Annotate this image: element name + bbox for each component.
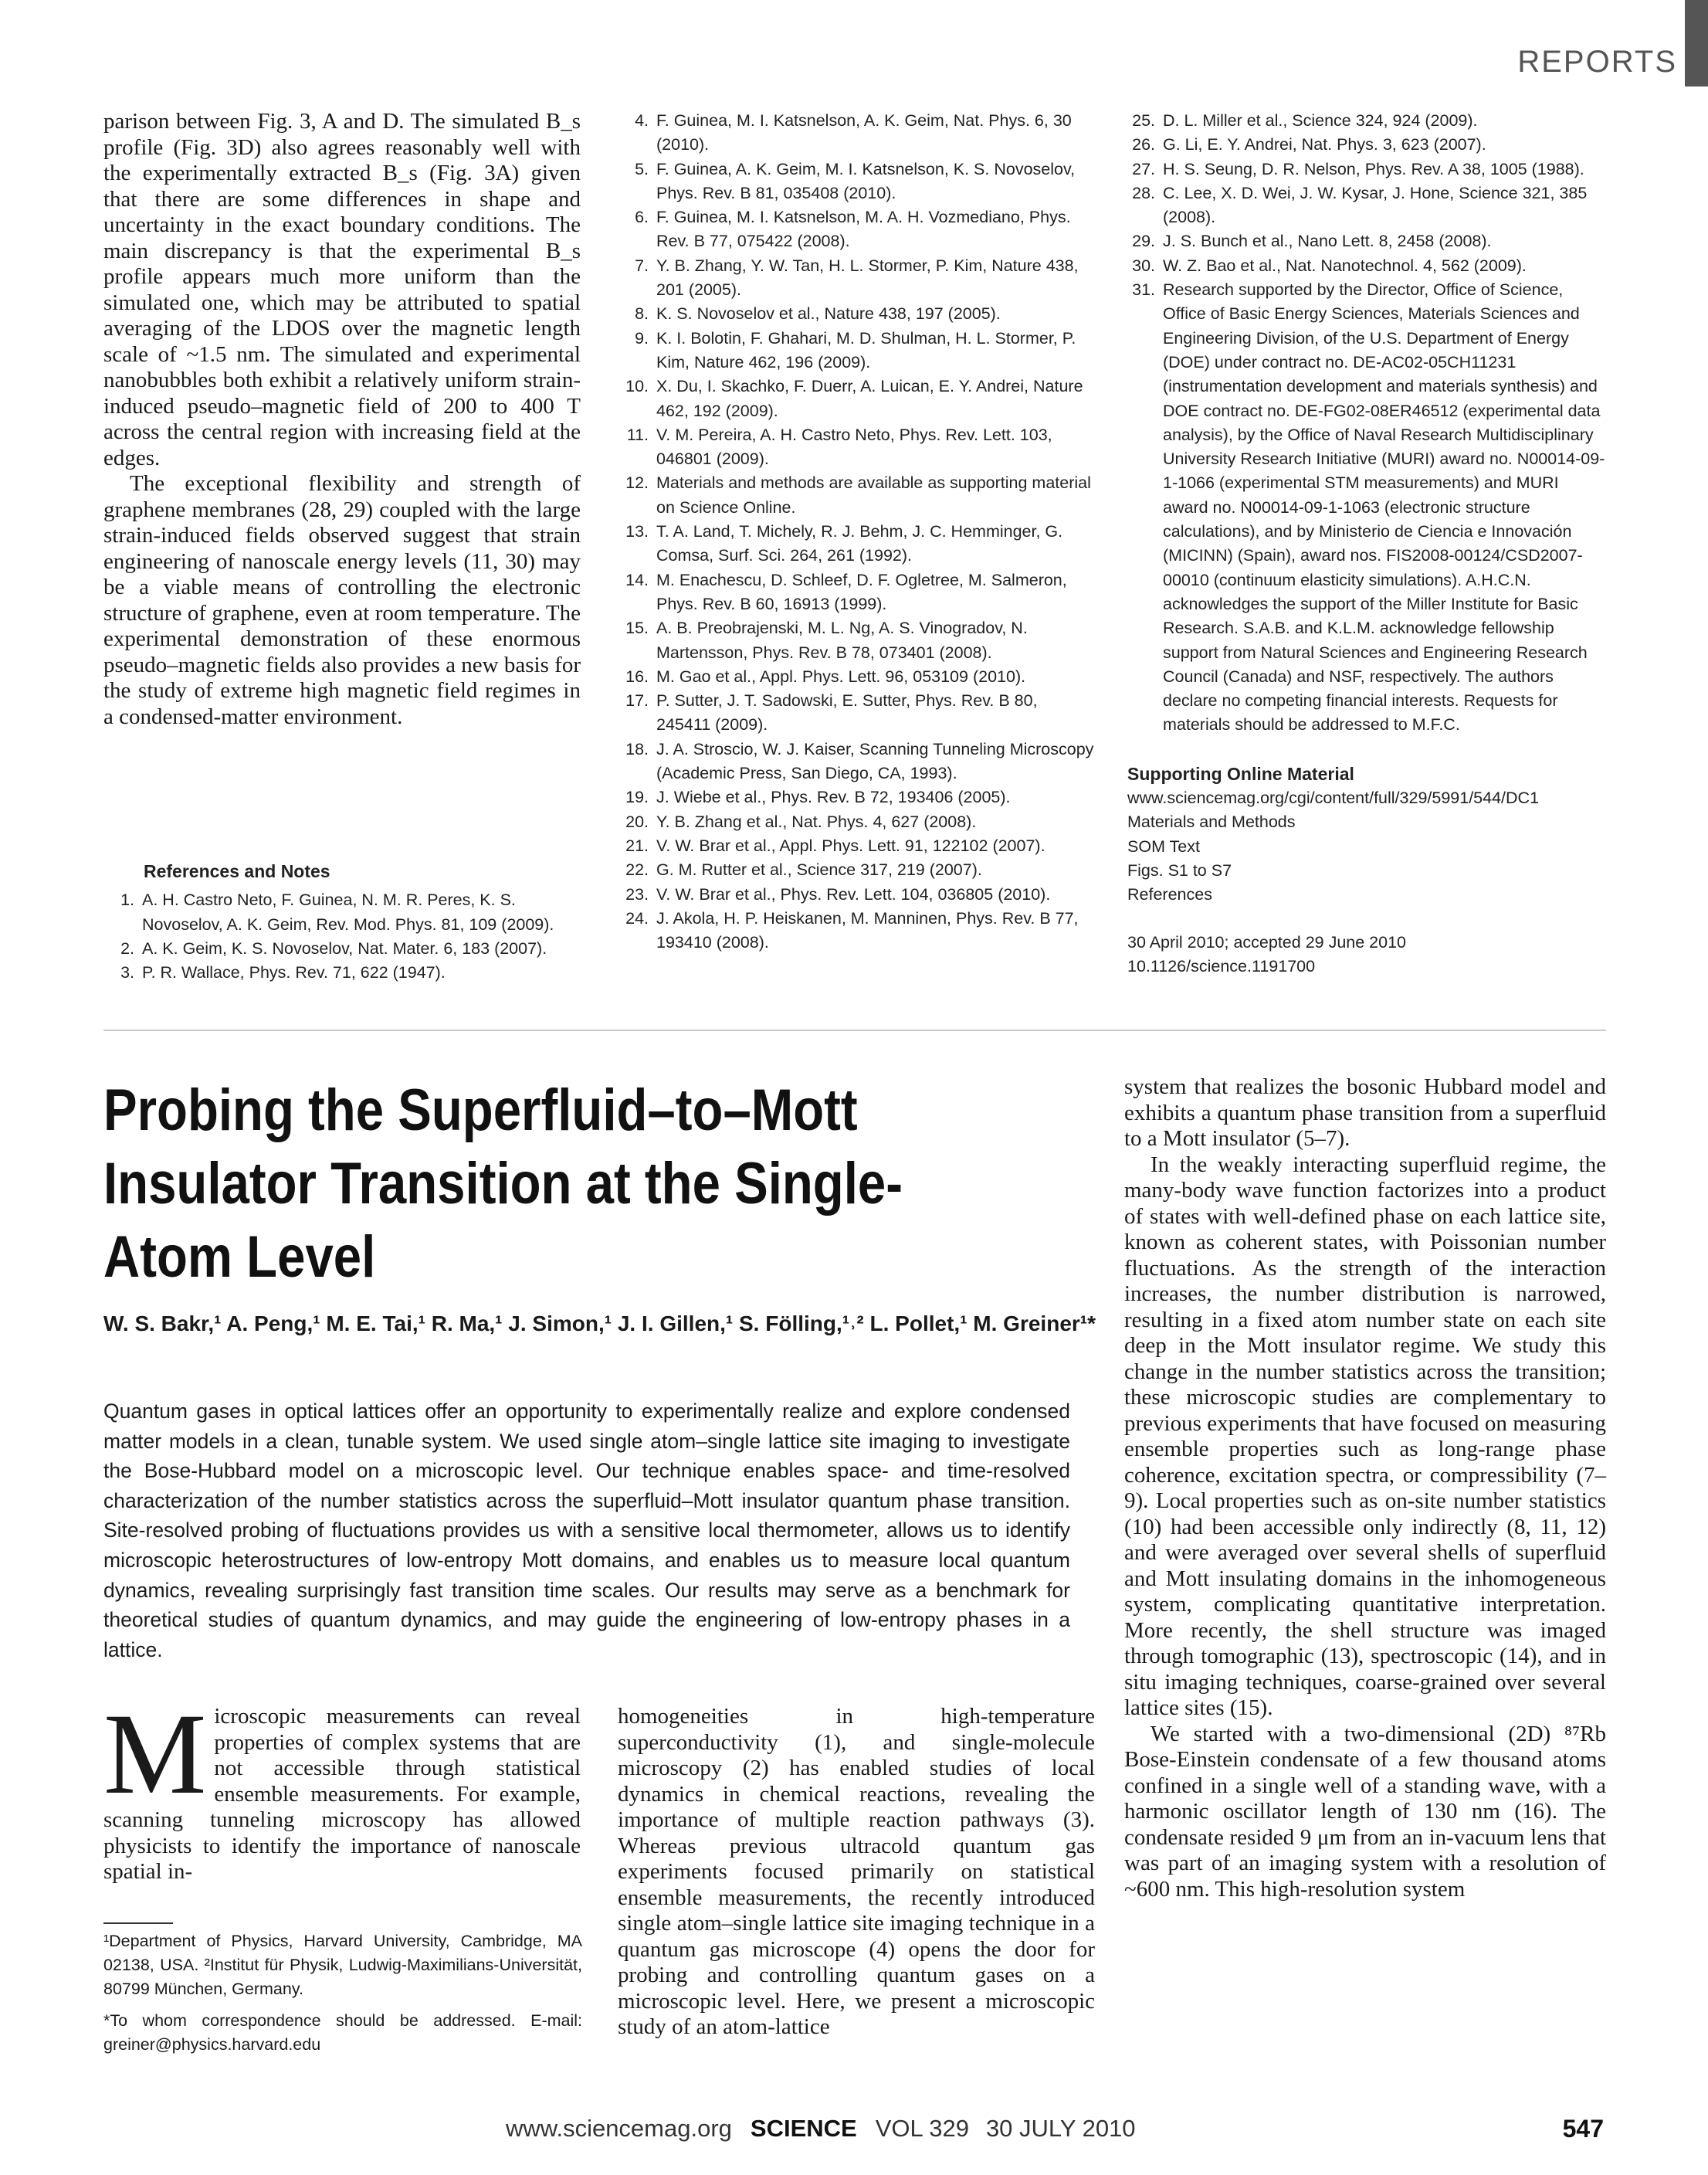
section-tab [1685,0,1708,87]
reference-text: Y. B. Zhang, Y. W. Tan, H. L. Stormer, P. Kim, Nature 438, 201 (2005). [656,256,1079,300]
reference-item [618,423,1095,472]
body-paragraph: homogeneities in high-temperature superconductivity (1), and single-molecule microscopy (2) has enabled studies of local dynamics in chemical reactions, revealing the importance of multiple reaction pathways (3). Whereas previous ultracold quantum gas experiments focused primarily on statistical ensemble measurements, the recently introduced single atom–single lattice site imaging technique in a quantum gas microscope (4) opens the door for probing and controlling quantum gases on a microscopic level. Here, we present a microscopic study of an atom-lattice [618,1704,1095,2039]
som-url[interactable]: www.sciencemag.org/cgi/content/full/329/5991/544/DC1 [1127,789,1540,808]
reference-number: 27. [1132,159,1155,178]
reference-text: Research supported by the Director, Office of Science, Office of Basic Energy Sciences, Materials Sciences and Engineering Division, of the U.S. Department of Energy (DOE) under contract no. DE-AC02-05CH11231 (instrumentation development and materials synthesis) and DOE contract no. DE-FG02-08ER46512 (experimental data analysis), by the Office of Naval Research Multidisciplinary University Research Initiative (MURI) award no. N00014-09-1-1066 (experimental STM measurements) and MURI award no. N00014-09-1-1063 (electronic structure calculations), and by Ministerio de Ciencia e Innovación (MICINN) (Spain), award nos. FIS2008-00124/CSD2007-00010 (continuum elasticity simulations). A.H.C.N. acknowledges the support of the Miller Institute for Basic Research. S.A.B. and K.L.M. acknowledge fellowship support from Natural Sciences and Engineering Research Council (Canada) and NSF, respectively. The authors declare no competing financial interests. Requests for materials should be addressed to M.F.C. [1163,280,1605,735]
footer-date: 30 JULY 2010 [985,2115,1136,2142]
reference-list [618,109,1095,955]
reference-text: Y. B. Zhang et al., Nat. Phys. 4, 627 (2008). [656,812,977,831]
reference-item [103,961,581,985]
footer-center [506,2115,1136,2143]
drop-cap: M [103,1690,207,1818]
reference-item [618,665,1095,689]
body-paragraph: system that realizes the bosonic Hubbard model and exhibits a quantum phase transition from a superfluid to a Mott insulator (5–7). [1124,1074,1606,1151]
body-paragraph-2: The exceptional flexibility and strength of graphene membranes (28, 29) coupled with the large strain-induced fields observed suggest that strain engineering of nanoscale energy levels (11, 30) may be a viable means of controlling the electronic structure of graphene, even at room temperature. The experimental demonstration of these enormous pseudo–magnetic fields also provides a new basis for the study of extreme high magnetic field regimes in a condensed-matter environment. [103,471,581,729]
footnote-rule [103,1922,173,1924]
reference-text: Materials and methods are available as supporting material on Science Online. [656,473,1091,517]
reference-text: F. Guinea, M. I. Katsnelson, A. K. Geim, Nat. Phys. 6, 30 (2010). [656,111,1072,154]
reference-number: 26. [1132,135,1155,154]
reference-item [618,302,1095,326]
continued-body-text [103,109,581,730]
reference-number: 21. [625,836,649,855]
reference-item [1124,229,1606,253]
reference-text: X. Du, I. Skachko, F. Duerr, A. Luican, E. Y. Andrei, Nature 462, 192 (2009). [656,377,1083,420]
reference-item [1124,182,1606,230]
reference-list [1124,109,1606,738]
reference-number: 25. [1132,111,1155,130]
reference-number: 5. [635,159,649,178]
reference-text: A. H. Castro Neto, F. Guinea, N. M. R. Peres, K. S. Novoselov, A. K. Geim, Rev. Mod. Phys. 81, 109 (2009). [142,891,554,934]
reference-text: V. W. Brar et al., Appl. Phys. Lett. 91, 122102 (2007). [656,836,1045,855]
reference-text: V. W. Brar et al., Phys. Rev. Lett. 104, 036805 (2010). [656,884,1051,904]
reference-text: M. Gao et al., Appl. Phys. Lett. 96, 053109 (2010). [656,667,1026,686]
reference-item [618,883,1095,907]
reference-text: H. S. Seung, D. R. Nelson, Phys. Rev. A 38, 1005 (1988). [1163,159,1584,178]
supporting-online-material [1124,762,1606,979]
footer-journal: SCIENCE [750,2115,857,2142]
som-heading: Supporting Online Material [1127,763,1354,784]
som-item: Materials and Methods [1127,813,1296,832]
reference-item [618,858,1095,882]
reference-list [103,888,581,985]
reference-number: 31. [1132,280,1155,300]
body-paragraph: In the weakly interacting superfluid regime, the many-body wave function factorizes into a product of states with well-defined phase on each lattice site, known as coherent states, with Poissonian number fluctuations. As the strength of the interaction increases, the number distribution is narrowed, resulting in a fixed atom number state on each site deep in the Mott insulator regime. We study this change in the number statistics across the transition; these microscopic studies are complementary to previous experiments that have focused on measuring ensemble properties such as long-range phase coherence, excitation spectra, or compressibility (7–9). Local properties such as on-site number statistics (10) had been accessible only indirectly (8, 11, 12) and were averaged over several shells of superfluid and Mott insulating domains in the inhomogeneous system, complicating quantitative interpretation. More recently, the shell structure was imaged through tomographic (13), spectroscopic (14), and in situ imaging techniques, coarse-grained over several lattice sites (15). [1124,1152,1606,1720]
reference-number: 24. [625,908,649,928]
reference-item [1124,158,1606,182]
reference-number: 20. [625,812,649,831]
section-divider [103,1030,1606,1031]
reference-item [618,907,1095,955]
doi: 10.1126/science.1191700 [1127,956,1316,976]
som-item: SOM Text [1127,836,1200,856]
reference-number: 13. [625,522,649,541]
article-column-3 [1124,1074,1606,1902]
reference-number: 12. [625,473,649,493]
body-paragraph: We started with a two-dimensional (2D) ⁸⁷Rb Bose-Einstein condensate of a few thousand atoms confined in a single well of a standing wave, with a harmonic oscillator length of 130 nm (16). The condensate resided 9 μm from an in-vacuum lens that was part of an imaging system with a resolution of ~600 nm. This high-resolution system [1124,1721,1606,1902]
reference-number: 4. [635,111,649,130]
reference-number: 22. [625,860,649,880]
reference-text: J. Wiebe et al., Phys. Rev. B 72, 193406 (2005). [656,788,1011,807]
reference-item [103,888,581,937]
reference-text: K. S. Novoselov et al., Nature 438, 197 (2005). [656,304,1001,324]
references-column-1 [103,860,581,985]
reference-text: P. R. Wallace, Phys. Rev. 71, 622 (1947). [142,963,446,982]
reference-number: 3. [120,963,134,982]
som-item: Figs. S1 to S7 [1127,860,1232,880]
reference-item [618,810,1095,834]
footer-site: www.sciencemag.org [506,2115,732,2142]
reference-item [618,834,1095,858]
abstract: Quantum gases in optical lattices offer an opportunity to experimentally realize and explore condensed matter models in a clean, tunable system. We used single atom–single lattice site imaging to investigate the Bose-Hubbard model on a microscopic level. Our technique enables space- and time-resolved characterization of the number statistics across the superfluid–Mott insulator quantum phase transition. Site-resolved probing of fluctuations provides us with a sensitive local thermometer, allows us to identify microscopic heterostructures of low-entropy Mott domains, and enables us to measure local quantum dynamics, revealing surprisingly fast transition time scales. Our results may serve as a benchmark for theoretical studies of quantum dynamics, and may guide the engineering of low-entropy phases in a lattice. [103,1400,1070,1661]
reference-text: C. Lee, X. D. Wei, J. W. Kysar, J. Hone, Science 321, 385 (2008). [1163,183,1588,227]
reference-item [1124,278,1606,738]
section-label: REPORTS [1517,45,1677,79]
reference-number: 6. [635,208,649,227]
som-item: References [1127,885,1212,904]
reference-number: 29. [1132,232,1155,251]
reference-item [618,109,1095,158]
reference-number: 2. [120,938,134,958]
reference-text: A. K. Geim, K. S. Novoselov, Nat. Mater. 6, 183 (2007). [142,938,547,958]
reference-text: J. Akola, H. P. Heiskanen, M. Manninen, Phys. Rev. B 77, 193410 (2008). [656,908,1079,952]
author-list: W. S. Bakr,¹ A. Peng,¹ M. E. Tai,¹ R. Ma,¹ J. Simon,¹ J. I. Gillen,¹ S. Fölling,¹˒² L. Pollet,¹ M. Greiner¹* [103,1311,1096,1335]
reference-text: A. B. Preobrajenski, M. L. Ng, A. S. Vinogradov, N. Martensson, Phys. Rev. B 78, 073401 (2008). [656,619,1028,662]
reference-number: 18. [625,739,649,758]
reference-number: 8. [635,304,649,324]
reference-item [618,471,1095,520]
reference-text: V. M. Pereira, A. H. Castro Neto, Phys. Rev. Lett. 103, 046801 (2009). [656,425,1052,469]
reference-item [618,616,1095,665]
reference-item [618,568,1095,617]
footer-volume: VOL 329 [875,2115,969,2142]
reference-item [618,375,1095,423]
reference-text: W. Z. Bao et al., Nat. Nanotechnol. 4, 562 (2009). [1163,256,1527,275]
reference-item [1124,254,1606,278]
references-heading: References and Notes [144,861,330,881]
reference-number: 15. [625,619,649,638]
affiliations-footnote [103,1929,582,2065]
reference-number: 16. [625,667,649,686]
reference-item [618,327,1095,375]
reference-item [618,786,1095,809]
article-column-1 [103,1690,581,1885]
reference-number: 14. [625,570,649,589]
references-column-2 [618,109,1095,955]
affiliation-text: ¹Department of Physics, Harvard University, Cambridge, MA 02138, USA. ²Institut für Physik, Ludwig-Maximilians-Universität, 80799 München, Germany. [103,1932,582,1998]
article-column-2 [618,1704,1095,2041]
reference-item [618,738,1095,786]
reference-number: 23. [625,884,649,904]
reference-text: F. Guinea, A. K. Geim, M. I. Katsnelson, K. S. Novoselov, Phys. Rev. B 81, 035408 (2010). [656,159,1076,202]
reference-text: T. A. Land, T. Michely, R. J. Behm, J. C. Hemminger, G. Comsa, Surf. Sci. 264, 261 (1992). [656,522,1063,565]
correspondence-text: *To whom correspondence should be addressed. E-mail: greiner@physics.harvard.edu [103,2011,582,2054]
reference-text: P. Sutter, J. T. Sadowski, E. Sutter, Phys. Rev. B 80, 245411 (2009). [656,691,1038,735]
reference-number: 1. [120,891,134,910]
reference-item [1124,133,1606,157]
reference-number: 28. [1132,183,1155,202]
intro-paragraph: icroscopic measurements can reveal properties of complex systems that are not accessible through statistical ensemble measurements. For example, scanning tunneling microscopy has allowed physicists to identify the importance of nanoscale spatial in- [103,1704,581,1884]
reference-text: D. L. Miller et al., Science 324, 924 (2009). [1163,111,1478,130]
reference-item [618,520,1095,568]
reference-item [618,689,1095,738]
page-number: 547 [1562,2115,1604,2143]
reference-number: 30. [1132,256,1155,275]
reference-number: 11. [626,425,649,444]
body-paragraph-1: parison between Fig. 3, A and D. The simulated B_s profile (Fig. 3D) also agrees reasonably well with the experimentally extracted B_s (Fig. 3A) given that there are some differences in shape and uncertainty in the exact boundary conditions. The main discrepancy is that the experimental B_s profile appears much more uniform than the simulated one, which may be attributed to spatial averaging of the LDOS over the magnetic length scale of ~1.5 nm. The simulated and experimental nanobubbles both exhibit a relatively uniform strain-induced pseudo–magnetic field of 200 to 400 T across the central region with increasing field at the edges. [103,109,581,470]
reference-number: 17. [625,691,649,711]
received-accepted-dates: 30 April 2010; accepted 29 June 2010 [1127,932,1407,952]
article-title: Probing the Superfluid–to–Mott Insulator Transition at the Single-Atom Level [103,1077,903,1290]
reference-item [103,937,581,961]
reference-item [618,254,1095,303]
reference-number: 19. [625,788,649,807]
reference-text: G. M. Rutter et al., Science 317, 219 (2007). [656,860,982,880]
reference-text: G. Li, E. Y. Andrei, Nat. Phys. 3, 623 (2007). [1163,135,1486,154]
references-column-3 [1124,109,1606,979]
reference-item [618,205,1095,254]
reference-number: 10. [625,377,649,396]
reference-text: F. Guinea, M. I. Katsnelson, M. A. H. Vozmediano, Phys. Rev. B 77, 075422 (2008). [656,208,1071,251]
reference-text: J. A. Stroscio, W. J. Kaiser, Scanning Tunneling Microscopy (Academic Press, San Diego, CA, 1993). [656,739,1094,783]
reference-item [1124,109,1606,133]
reference-number: 9. [635,328,649,348]
reference-text: J. S. Bunch et al., Nano Lett. 8, 2458 (2008). [1163,232,1492,251]
page-footer [0,2115,1708,2146]
reference-text: M. Enachescu, D. Schleef, D. F. Ogletree, M. Salmeron, Phys. Rev. B 60, 16913 (1999). [656,570,1067,613]
reference-number: 7. [635,256,649,275]
reference-item [618,158,1095,206]
reference-text: K. I. Bolotin, F. Ghahari, M. D. Shulman, H. L. Stormer, P. Kim, Nature 462, 196 (2009). [656,328,1076,372]
